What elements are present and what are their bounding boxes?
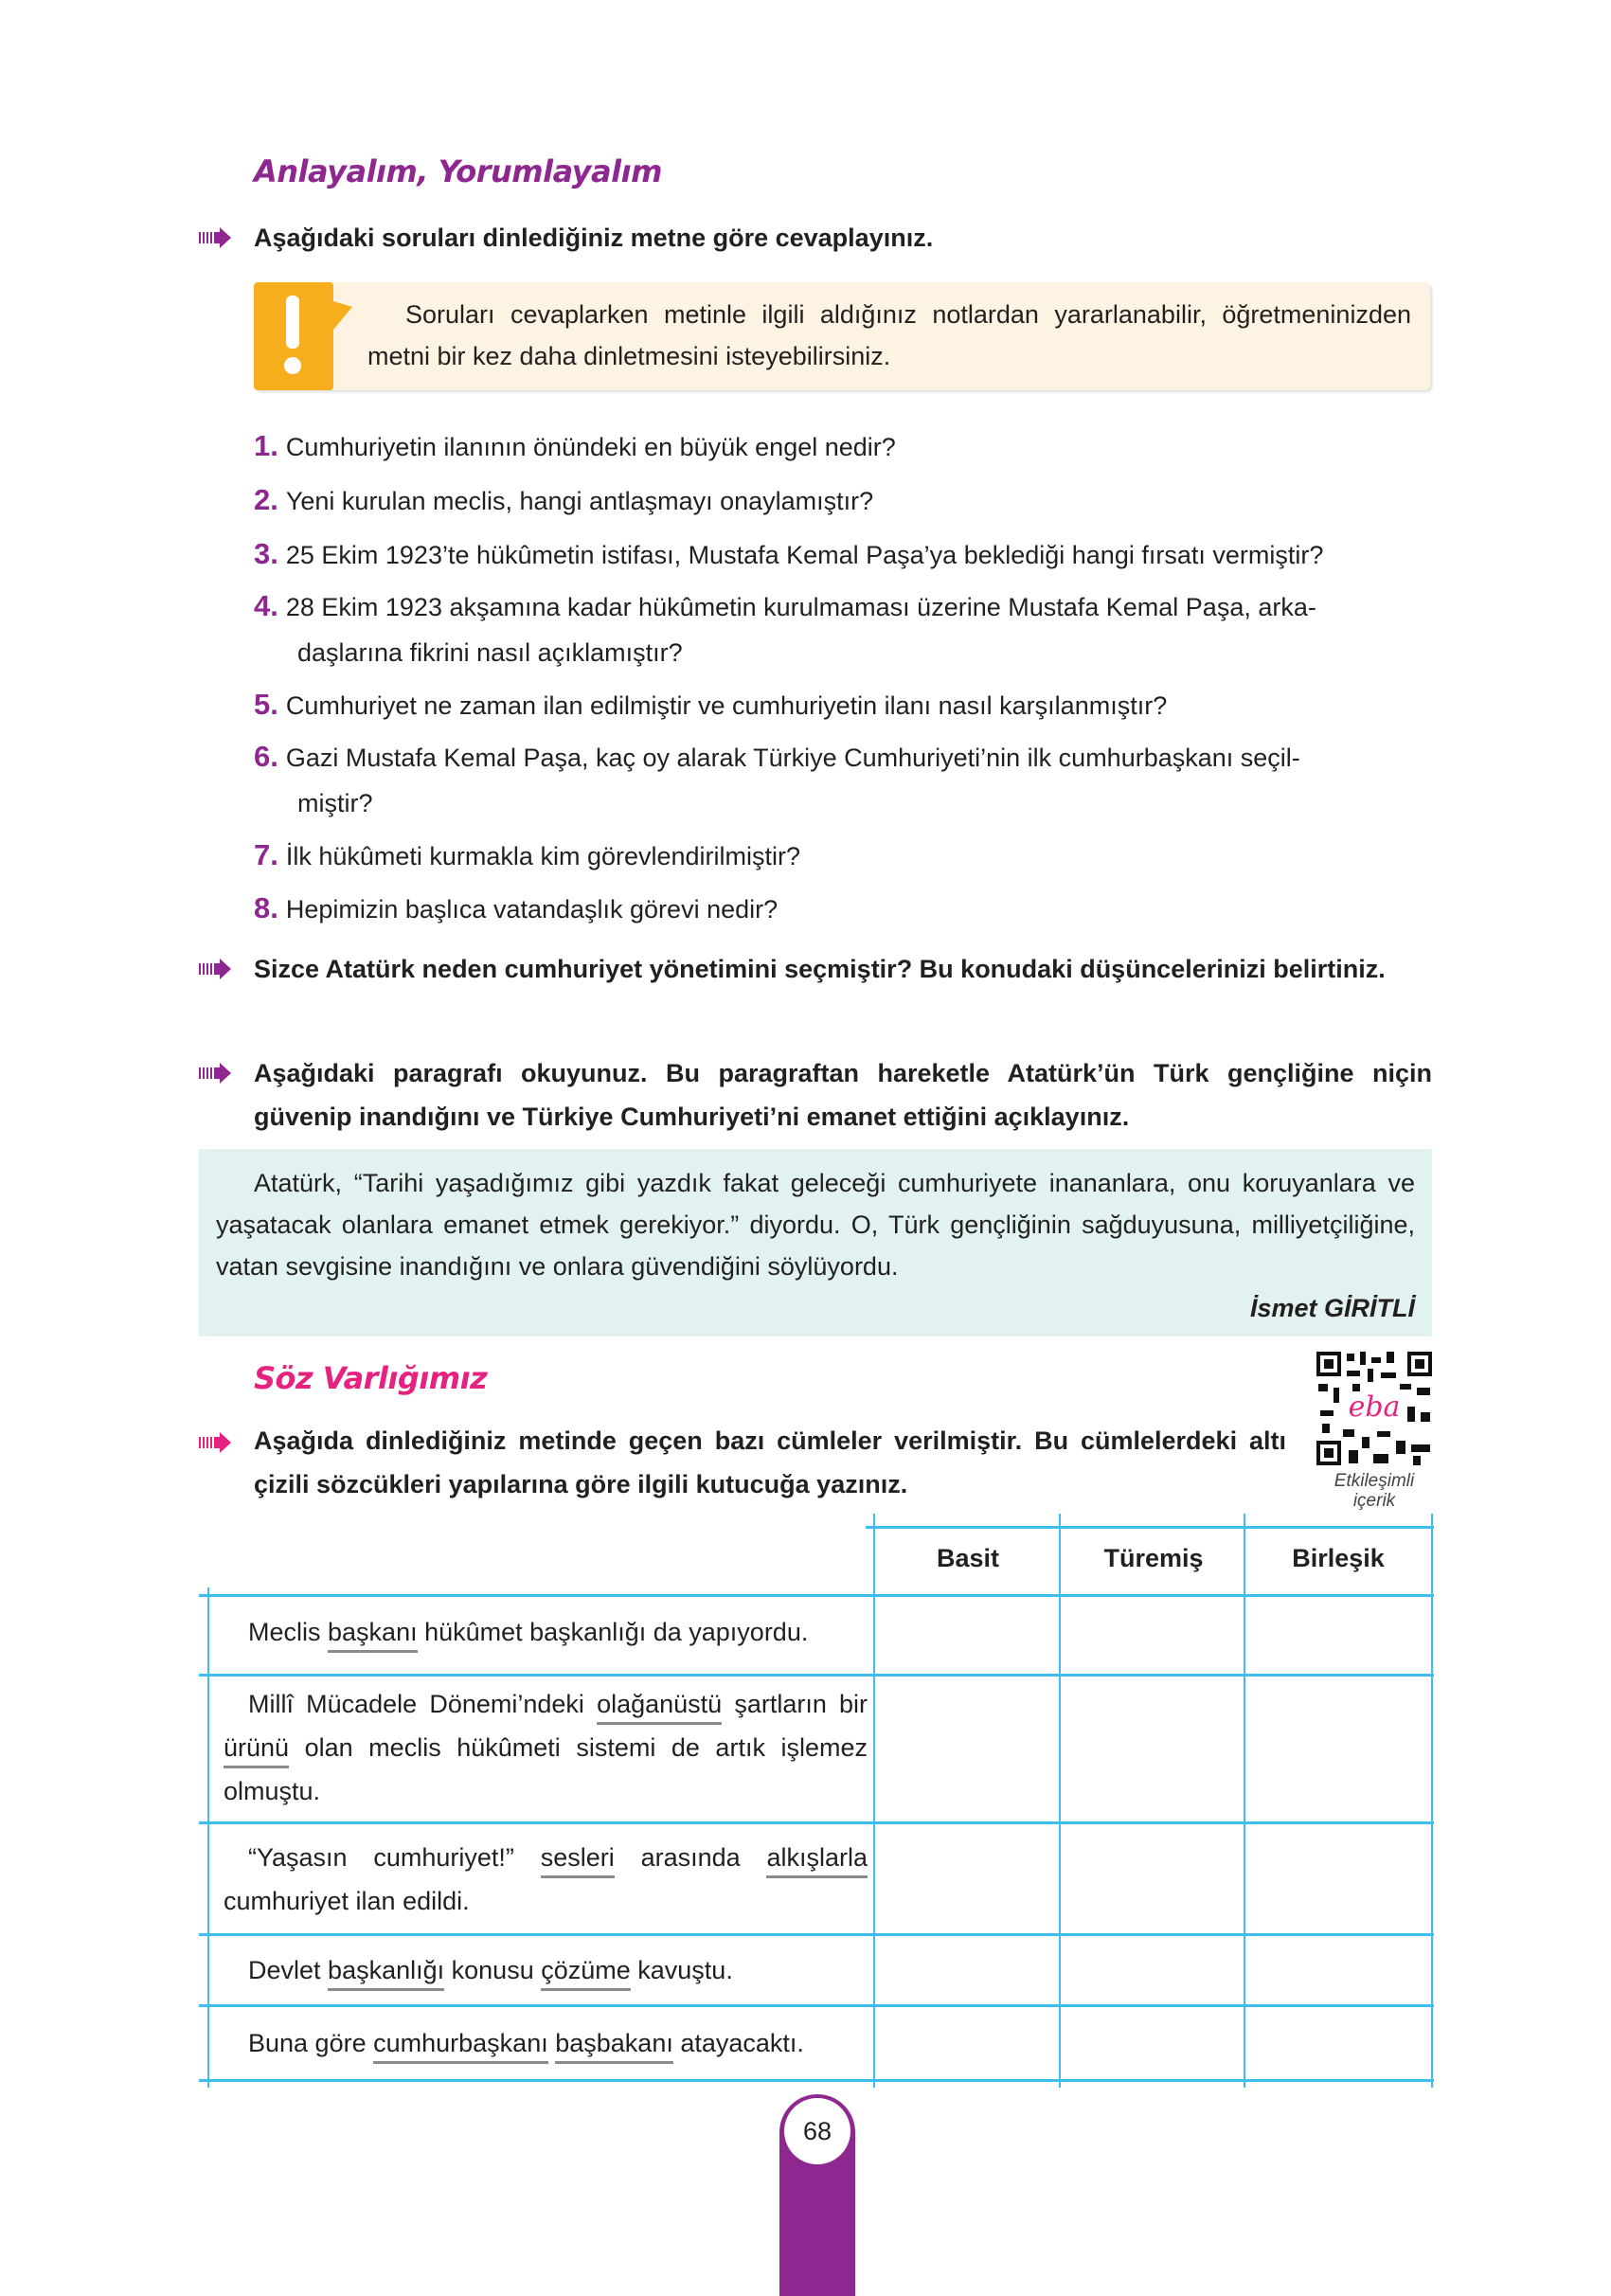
table-row-3: “Yaşasın cumhuriyet!” sesleri arasında alkışlarla cumhuriyet ilan edildi. (224, 1843, 868, 1915)
question-8: 8. Hepimizin başlıca vatandaşlık görevi nedir? (254, 891, 779, 924)
arrow-bullet-icon (199, 1432, 233, 1453)
instruction-3: Aşağıdaki paragrafı okuyunuz. Bu paragraftan hareketle Atatürk’ün Türk gençliğine niçin güvenip inandığını ve Türkiye Cumhuriyeti’ni emanet ettiğini açıklayınız. (254, 1059, 1432, 1131)
qr-code-icon (1315, 1350, 1434, 1467)
arrow-bullet-icon (199, 1063, 233, 1084)
question-3: 3. 25 Ekim 1923’te hükûmetin istifası, Mustafa Kemal Paşa’ya beklediği hangi fırsatı vermiştir? (254, 537, 1324, 570)
arrow-bullet-icon (199, 227, 233, 248)
header-birlesik: Birleşik (1292, 1544, 1385, 1572)
qr-code[interactable] (1315, 1350, 1434, 1467)
section-title-soz-varligimiz: Söz Varlığımız (254, 1360, 488, 1396)
quote-text: Atatürk, “Tarihi yaşadığımız gibi yazdık fakat geleceği cumhuriyete inananlara, onu koruyanlara ve yaşatacak olanlara emanet etmek gerekiyor.” diyordu. O, Türk gençliğinin sağduyusuna, milliyetçiliğine, vatan sevgisine inandığını ve onlara güvendiğini söylüyordu. (216, 1169, 1415, 1281)
question-2: 2. Yeni kurulan meclis, hangi antlaşmayı onaylamıştır? (254, 483, 874, 516)
instruction-4: Aşağıda dinlediğiniz metinde geçen bazı cümleler verilmiştir. Bu cümlelerdeki altı çizili sözcükleri yapılarına göre ilgili kutucuğa yazınız. (254, 1426, 1286, 1498)
question-7: 7. İlk hükûmeti kurmakla kim görevlendirilmiştir? (254, 838, 801, 871)
instruction-2: Sizce Atatürk neden cumhuriyet yönetimini seçmiştir? Bu konudaki düşüncelerinizi belirtiniz. (254, 955, 1386, 983)
svg-text:eba: eba (1348, 1390, 1401, 1424)
table-row-1: Meclis başkanı hükûmet başkanlığı da yapıyordu. (224, 1610, 868, 1654)
question-5: 5. Cumhuriyet ne zaman ilan edilmiştir ve cumhuriyetin ilanı nasıl karşılanmıştır? (254, 688, 1168, 721)
header-basit: Basit (936, 1544, 1000, 1572)
quote-box (199, 1149, 1432, 1336)
header-turemis: Türemiş (1103, 1544, 1204, 1572)
question-1: 1. Cumhuriyetin ilanının önündeki en büyük engel nedir? (254, 429, 896, 462)
question-6: 6. Gazi Mustafa Kemal Paşa, kaç oy alarak Türkiye Cumhuriyeti’nin ilk cumhurbaşkanı seçil- miştir? (254, 740, 1300, 817)
quote-author: İsmet GİRİTLİ (1249, 1294, 1415, 1322)
table-row-2: Millî Mücadele Dönemi’ndeki olağanüstü şartların bir ürünü olan meclis hükûmeti sistemi de artık işlemez olmuştu. (224, 1690, 868, 1805)
table-row-5: Buna göre cumhurbaşkanı başbakanı atayacaktı. (224, 2021, 868, 2065)
question-4: 4. 28 Ekim 1923 akşamına kadar hükûmetin kurulmaması üzerine Mustafa Kemal Paşa, arka- daşlarına fikrini nasıl açıklamıştır? (254, 589, 1316, 667)
page-number-tab (779, 2094, 855, 2296)
table-row-4: Devlet başkanlığı konusu çözüme kavuştu. (224, 1948, 868, 1992)
instruction-1: Aşağıdaki soruları dinlediğiniz metne göre cevaplayınız. (254, 224, 934, 252)
exclamation-icon (254, 282, 333, 390)
page-number: 68 (784, 2098, 850, 2164)
notice-box (254, 282, 1430, 390)
notice-text: Soruları cevaplarken metinle ilgili aldığınız notlardan yararlanabilir, öğretmeninizden metni bir kez daha dinletmesini isteyebilirsiniz. (367, 300, 1411, 370)
qr-caption: Etkileşimli içerik (1334, 1471, 1415, 1511)
section-title-anlayalim: Anlayalım, Yorumlayalım (254, 153, 662, 189)
arrow-bullet-icon (199, 959, 233, 979)
